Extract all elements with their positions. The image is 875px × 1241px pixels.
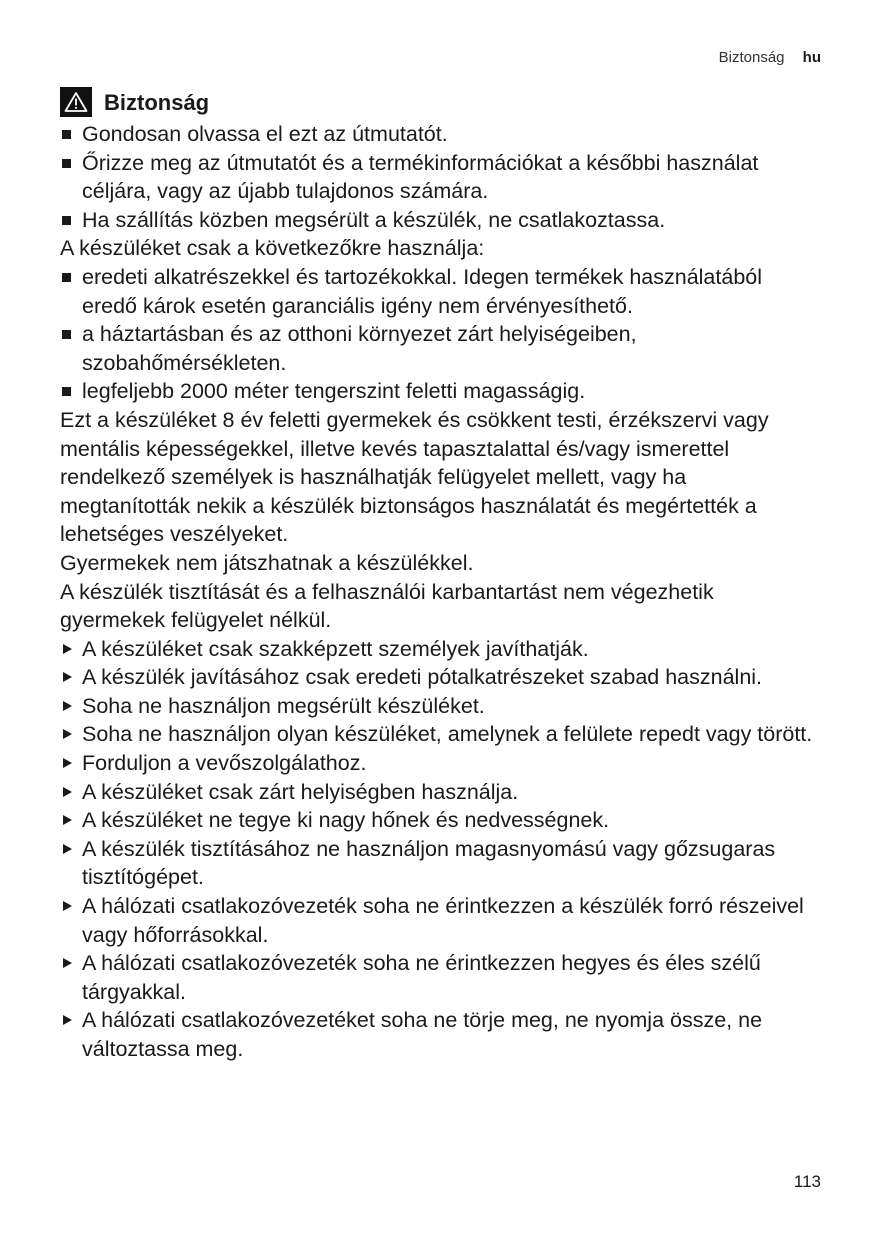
paragraph: Gyermekek nem játszhatnak a készülékkel. (60, 550, 474, 575)
instruction-item: A hálózati csatlakozóvezeték soha ne érintkezzen hegyes és éles szélű tárgyakkal. (60, 949, 822, 1006)
page-number: 113 (793, 1172, 821, 1191)
instruction-item: Soha ne használjon olyan készüléket, amelynek a felülete repedt vagy törött. (60, 720, 822, 749)
header-section: Biztonság (718, 49, 785, 66)
instruction-list (60, 635, 822, 1064)
list-item: eredeti alkatrészekkel és tartozékokkal. Idegen termékek használatából eredő károk esetén garanciális igény nem érvényesíthető. (60, 263, 822, 320)
usage-list (60, 263, 822, 406)
paragraph: Ezt a készüléket 8 év feletti gyermekek és csökkent testi, érzékszervi vagy mentális képességekkel, illetve kevés tapasztalattal és/vagy ismerettel rendelkező személyek is használhatják felügyelet mellett, vagy ha megtanították nekik a készülék biztonságos használatát és megértették a lehetséges veszélyeket. (60, 407, 769, 547)
warning-triangle-icon (60, 87, 92, 117)
running-header (719, 49, 821, 66)
paragraph: A készülék tisztítását és a felhasználói karbantartást nem végezhetik gyermekek felügyelet nélkül. (60, 579, 714, 633)
intro-list (60, 120, 822, 234)
instruction-item: A készülék javításához csak eredeti pótalkatrészeket szabad használni. (60, 663, 822, 692)
header-language: hu (802, 49, 821, 66)
instruction-item: A készülék tisztításához ne használjon magasnyomású vagy gőzsugaras tisztítógépet. (60, 835, 822, 892)
instruction-item: A hálózati csatlakozóvezetéket soha ne törje meg, ne nyomja össze, ne változtassa meg. (60, 1006, 822, 1063)
instruction-item: Forduljon a vevőszolgálathoz. (60, 749, 822, 778)
section-title (60, 84, 822, 120)
list-item: a háztartásban és az otthoni környezet zárt helyiségeiben, szobahőmérsékleten. (60, 320, 822, 377)
list-item: Ha szállítás közben megsérült a készülék, ne csatlakoztassa. (60, 206, 822, 235)
instruction-item: Soha ne használjon megsérült készüléket. (60, 692, 822, 721)
instruction-item: A készüléket csak szakképzett személyek javíthatják. (60, 635, 822, 664)
instruction-item: A hálózati csatlakozóvezeték soha ne érintkezzen a készülék forró részeivel vagy hőforrásokkal. (60, 892, 822, 949)
page-content (60, 84, 822, 1064)
list-item: Gondosan olvassa el ezt az útmutatót. (60, 120, 822, 149)
title-text: Biztonság (104, 89, 210, 115)
usage-intro: A készüléket csak a következőkre használja: (60, 236, 485, 261)
instruction-item: A készüléket csak zárt helyiségben használja. (60, 778, 822, 807)
instruction-item: A készüléket ne tegye ki nagy hőnek és nedvességnek. (60, 806, 822, 835)
list-item: legfeljebb 2000 méter tengerszint feletti magasságig. (60, 377, 822, 406)
list-item: Őrizze meg az útmutatót és a termékinformációkat a későbbi használat céljára, vagy az újabb tulajdonos számára. (60, 149, 822, 206)
